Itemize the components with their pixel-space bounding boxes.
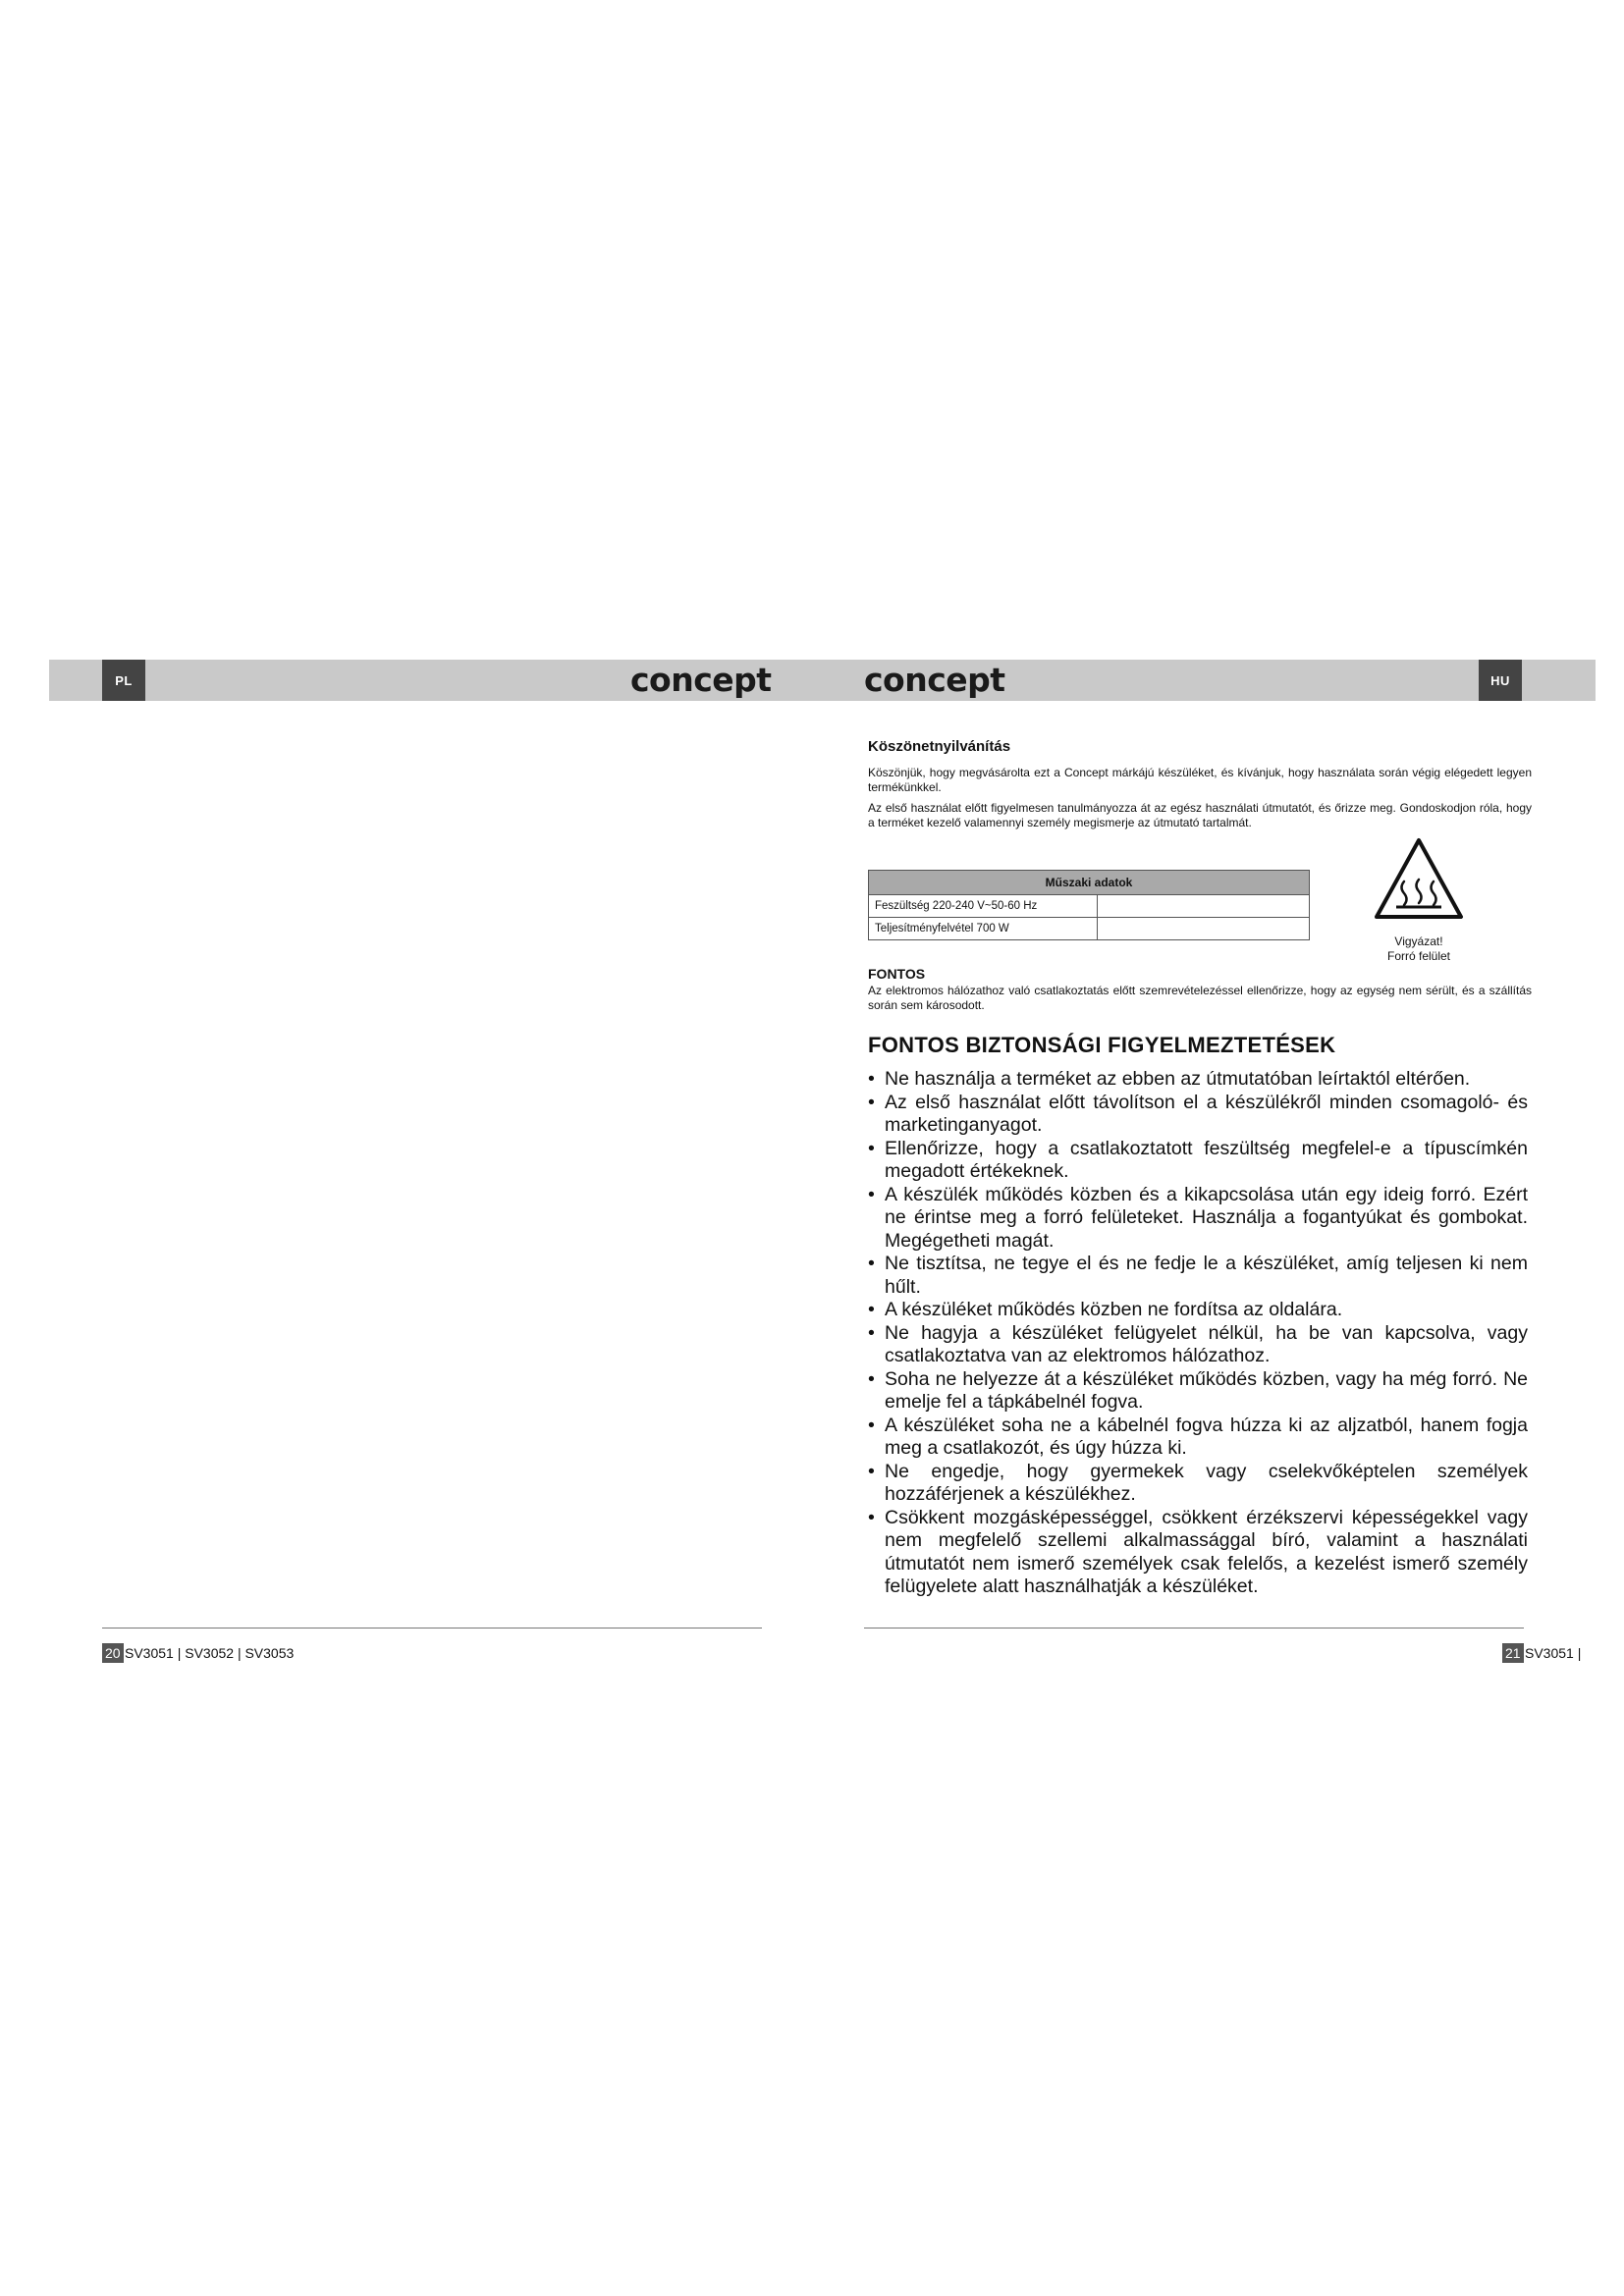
page-number-left: 20 [102, 1643, 124, 1663]
footer-models-left: SV3051 | SV3052 | SV3053 [125, 1645, 295, 1661]
language-tag-right: HU [1479, 660, 1522, 701]
language-tag-left: PL [102, 660, 145, 701]
list-item: • Ne használja a terméket az ebben az útmutatóban leírtaktól eltérően. [868, 1068, 1528, 1092]
list-item: • Csökkent mozgásképességgel, csökkent érzékszervi képességekkel vagy nem megfelelő szellemi alkalmassággal bíró, valamint a használati útmutatót nem ismerő személyek csak felelős, a kezelést ismerő személy felügyelete alatt használhatják a készüléket. [868, 1507, 1528, 1599]
spec-label: Feszültség 220-240 V~50-60 Hz [869, 895, 1098, 918]
important-text: Az elektromos hálózathoz való csatlakoztatás előtt szemrevételezéssel ellenőrizze, hogy az egység nem sérült, és a szállítás során sem károsodott. [868, 984, 1532, 1012]
list-item: • Ne engedje, hogy gyermekek vagy cselekvőképtelen személyek hozzáférjenek a készülékhez. [868, 1461, 1528, 1507]
page-number-right: 21 [1502, 1643, 1524, 1663]
hot-surface-warning-icon [1373, 836, 1465, 921]
footer-divider-left [102, 1628, 762, 1629]
list-item: • Az első használat előtt távolítson el a készülékről minden csomagoló- és marketinganyagot. [868, 1092, 1528, 1138]
list-item: • Ne tisztítsa, ne tegye el és ne fedje le a készüléket, amíg teljesen ki nem hűlt. [868, 1253, 1528, 1299]
list-item: • A készüléket működés közben ne fordítsa az oldalára. [868, 1299, 1528, 1322]
brand-logo-left: concept [630, 661, 772, 699]
brand-logo-right: concept [864, 661, 1005, 699]
header-bar [49, 660, 1596, 701]
spec-value [1098, 895, 1310, 918]
thanks-section [868, 738, 1532, 836]
list-item: • Ellenőrizze, hogy a csatlakoztatott feszültség megfelel-e a típuscímkén megadott értékeknek. [868, 1138, 1528, 1184]
list-item: • Ne hagyja a készüléket felügyelet nélkül, ha be van kapcsolva, vagy csatlakoztatva van az elektromos hálózathoz. [868, 1322, 1528, 1368]
list-item: • A készüléket soha ne a kábelnél fogva húzza ki az aljzatból, hanem fogja meg a csatlakozót, és úgy húzza ki. [868, 1415, 1528, 1461]
spec-value [1098, 918, 1310, 940]
table-row [869, 918, 1310, 940]
spec-label: Teljesítményfelvétel 700 W [869, 918, 1098, 940]
thanks-heading: Köszönetnyilvánítás [868, 738, 1011, 755]
important-note [868, 966, 1532, 1019]
footer-models-right: SV3051 | [1525, 1645, 1582, 1661]
thanks-paragraph-2: Az első használat előtt figyelmesen tanulmányozza át az egész használati útmutatót, és őrizze meg. Gondoskodjon róla, hogy a terméket kezelő valamennyi személy megismerje az útmutató tartalmát. [868, 801, 1532, 829]
safety-list [868, 1068, 1528, 1599]
table-row [869, 895, 1310, 918]
thanks-paragraph-1: Köszönjük, hogy megvásárolta ezt a Concept márkájú készüléket, és kívánjuk, hogy használata során végig elégedett legyen termékünkkel. [868, 766, 1532, 794]
warning-caption-line-1: Vigyázat! [1394, 934, 1443, 948]
technical-data-table [868, 870, 1310, 940]
list-item: • A készülék működés közben és a kikapcsolása után egy ideig forró. Ezért ne érintse meg a forró felületeket. Használja a fogantyúkat és gombokat. Megégetheti magát. [868, 1184, 1528, 1254]
list-item: • Soha ne helyezze át a készüléket működés közben, vagy ha még forró. Ne emelje fel a tápkábelnél fogva. [868, 1368, 1528, 1415]
technical-data-heading: Műszaki adatok [869, 871, 1310, 895]
warning-caption [1355, 934, 1483, 964]
footer-divider-right [864, 1628, 1524, 1629]
safety-heading: FONTOS BIZTONSÁGI FIGYELMEZTETÉSEK [868, 1033, 1336, 1057]
warning-caption-line-2: Forró felület [1386, 949, 1451, 963]
important-heading: FONTOS [868, 966, 926, 982]
